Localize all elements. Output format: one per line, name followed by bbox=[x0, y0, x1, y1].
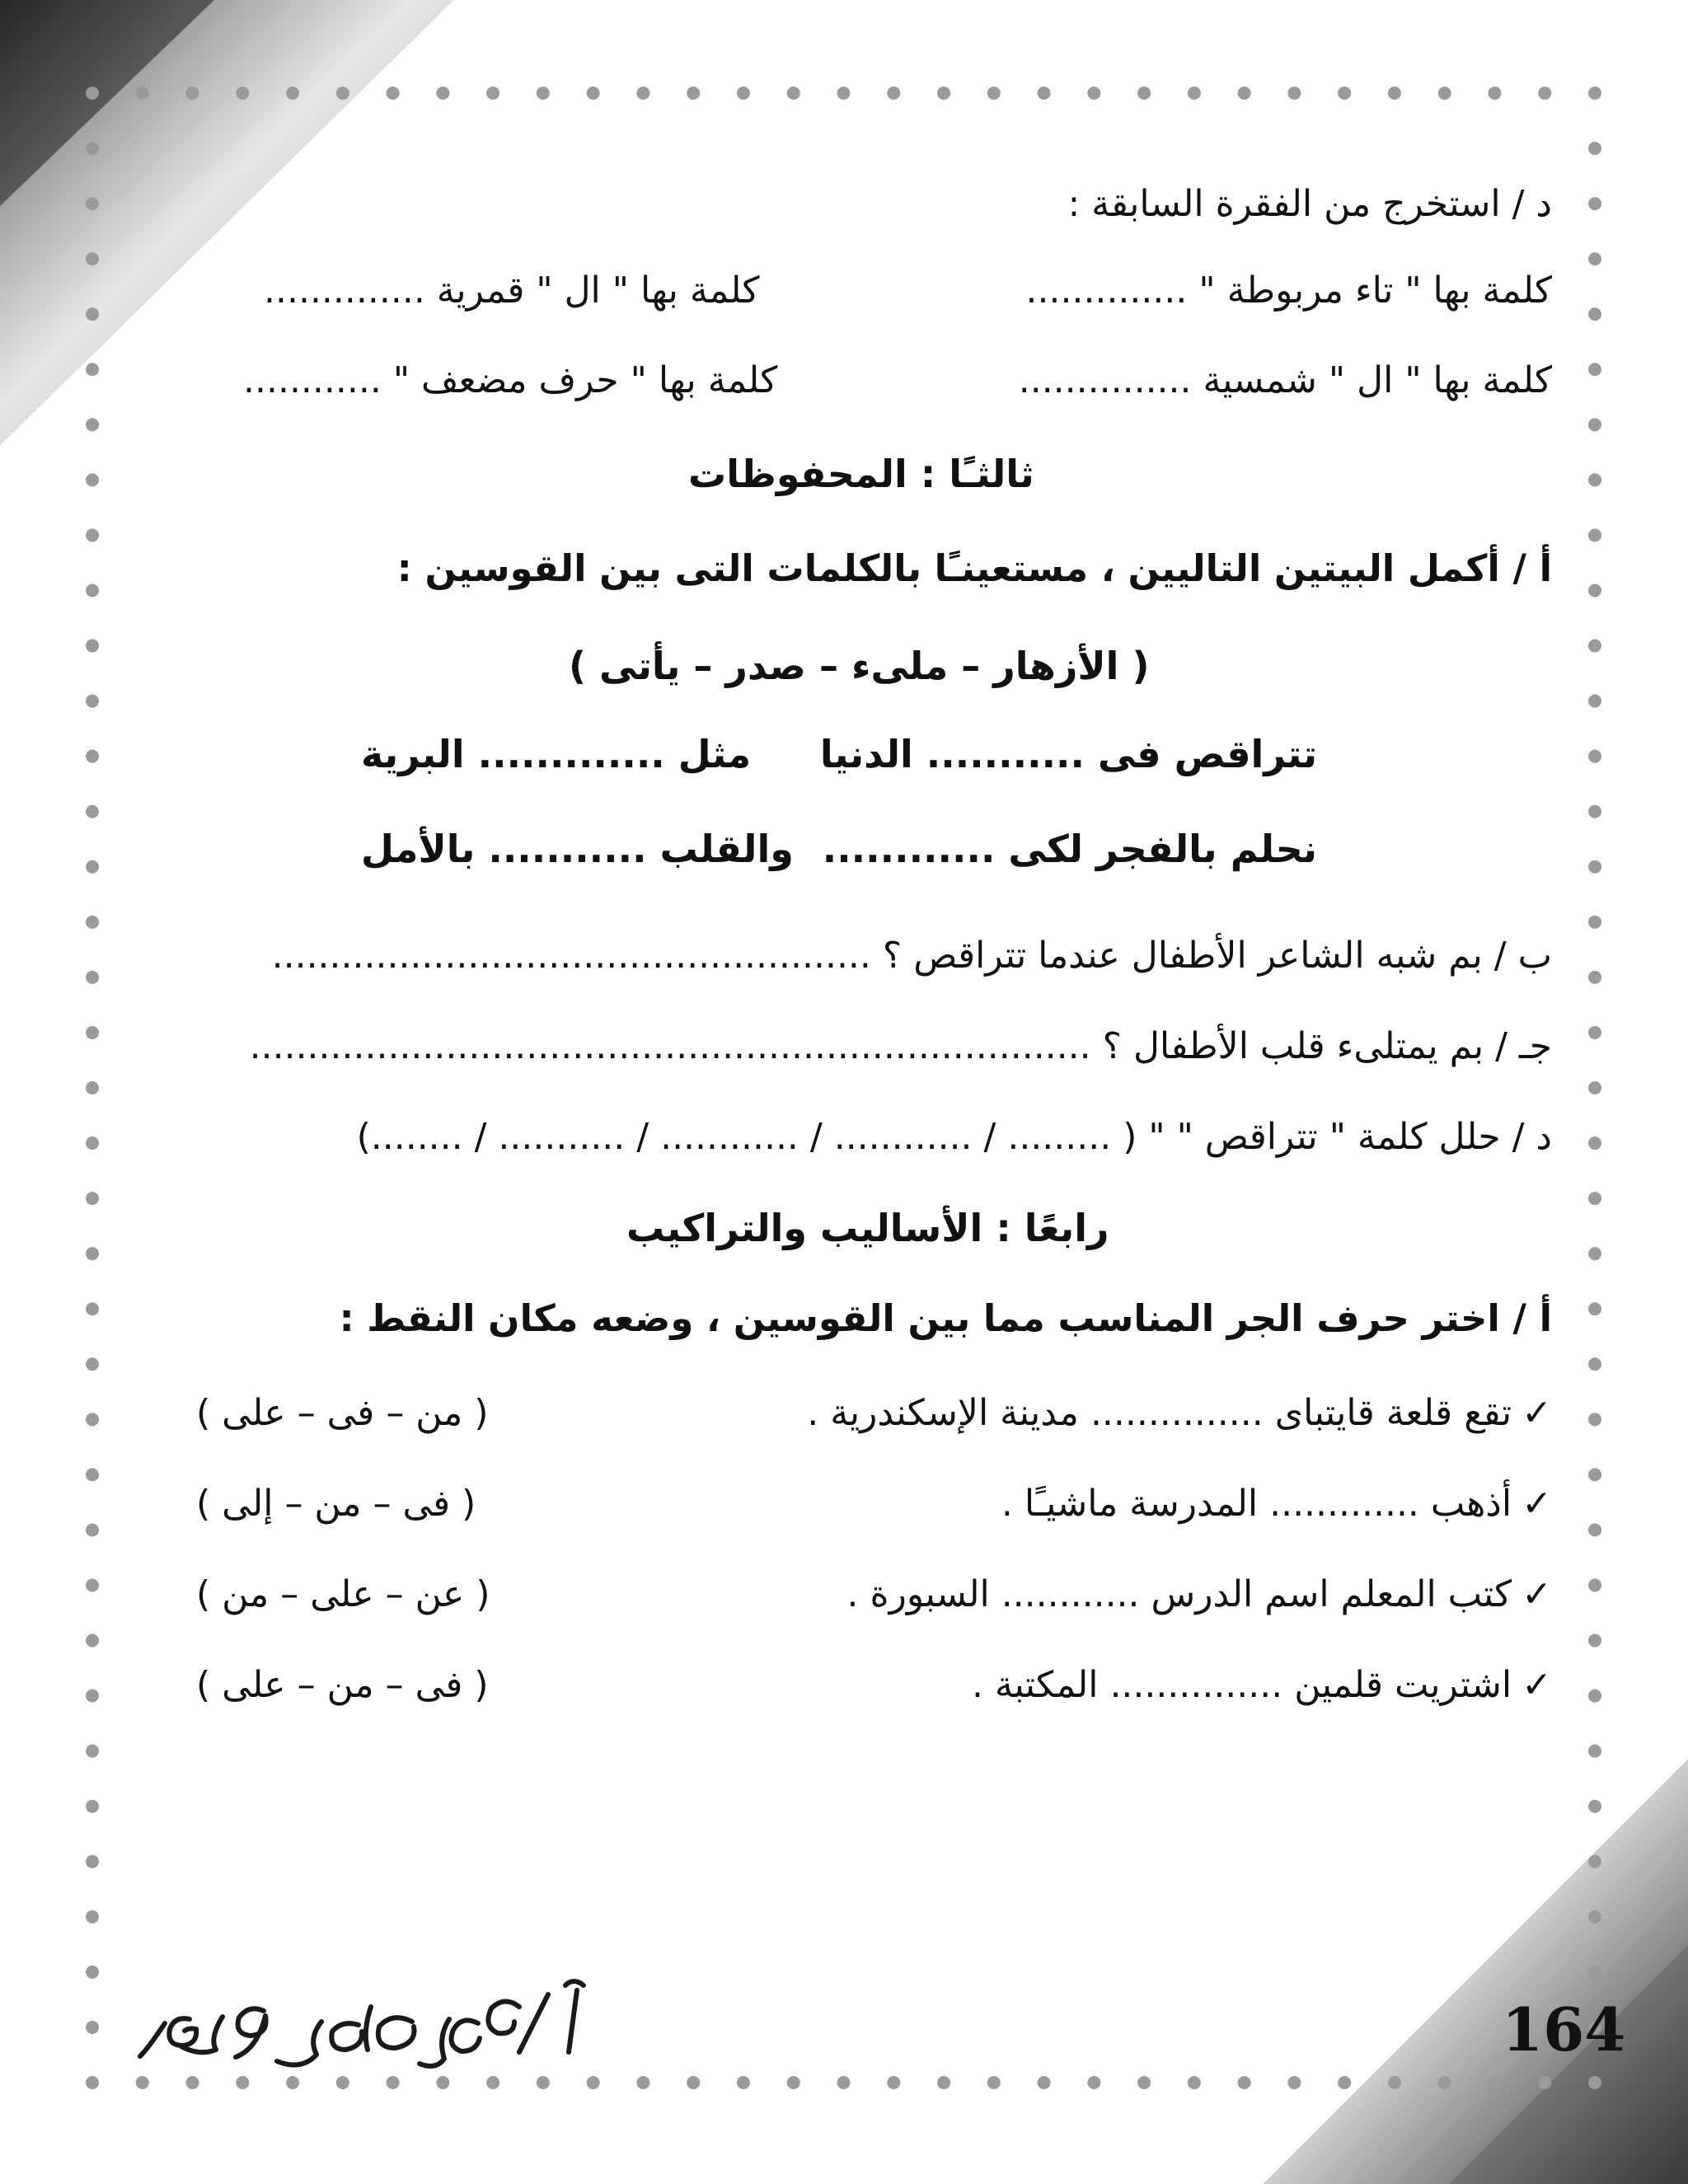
border-dot bbox=[86, 473, 99, 486]
border-dot bbox=[1588, 363, 1601, 376]
border-dot bbox=[1588, 142, 1601, 155]
border-dot bbox=[86, 1579, 99, 1592]
border-dot bbox=[1588, 1523, 1601, 1536]
border-dot bbox=[86, 805, 99, 818]
border-dot bbox=[86, 307, 99, 321]
border-dot bbox=[1338, 2076, 1351, 2089]
border-dot bbox=[1488, 87, 1501, 100]
border-dot bbox=[86, 860, 99, 874]
choice-sentence-text: كتب المعلم اسم الدرس ............ السبورة . bbox=[846, 1573, 1512, 1615]
border-dot bbox=[286, 2076, 299, 2089]
border-dot bbox=[1038, 2076, 1051, 2089]
border-dot bbox=[1588, 473, 1601, 486]
border-dot bbox=[86, 1634, 99, 1647]
extract-row2-shadda: كلمة بها " حرف مضعف " ............ bbox=[243, 359, 778, 401]
border-dot bbox=[587, 2076, 600, 2089]
border-dot bbox=[1588, 1690, 1601, 1703]
border-dot bbox=[1588, 805, 1601, 818]
border-dot bbox=[236, 87, 249, 100]
verse-1-second-half: مثل ............. البرية bbox=[361, 732, 752, 776]
choice-sentence bbox=[847, 1570, 1552, 1619]
border-dot bbox=[787, 87, 800, 100]
border-dot bbox=[1588, 971, 1601, 984]
border-dot bbox=[1087, 2076, 1100, 2089]
choice-options: ( عن – على – من ) bbox=[196, 1573, 490, 1615]
border-dot bbox=[1438, 2076, 1451, 2089]
border-dot bbox=[987, 2076, 1001, 2089]
border-dot bbox=[1588, 528, 1601, 541]
border-dot bbox=[186, 2076, 199, 2089]
border-dot bbox=[186, 87, 199, 100]
border-dot bbox=[86, 528, 99, 541]
border-dot bbox=[86, 1745, 99, 1758]
border-dot bbox=[537, 87, 550, 100]
border-dot bbox=[937, 87, 950, 100]
border-dot bbox=[737, 2076, 750, 2089]
border-dot bbox=[1388, 2076, 1401, 2089]
border-dot bbox=[636, 2076, 649, 2089]
border-dot bbox=[86, 1247, 99, 1260]
border-dot bbox=[787, 2076, 800, 2089]
border-dot bbox=[86, 1966, 99, 1979]
border-dot bbox=[1438, 87, 1451, 100]
border-dot bbox=[86, 971, 99, 984]
border-dot bbox=[286, 87, 299, 100]
word-bank: ( الأزهار – ملىء – صدر – يأتى ) bbox=[569, 644, 1150, 688]
border-dot bbox=[1588, 1413, 1601, 1426]
border-dot bbox=[86, 197, 99, 210]
border-dot bbox=[486, 2076, 499, 2089]
heading-styles-structures: رابعًا : الأساليب والتراكيب bbox=[626, 1206, 1109, 1250]
border-dot bbox=[1588, 584, 1601, 598]
verse-1-first-half: تتراقص فى ........... الدنيا bbox=[819, 732, 1317, 776]
border-dot bbox=[1038, 87, 1051, 100]
border-dot bbox=[1238, 2076, 1251, 2089]
border-dot bbox=[86, 1523, 99, 1536]
border-dot bbox=[1588, 1192, 1601, 1205]
choice-sentence-text: اشتريت قلمين ............... المكتبة . bbox=[971, 1664, 1512, 1706]
border-dot bbox=[1488, 2076, 1501, 2089]
checkmark-icon: ✓ bbox=[1522, 1664, 1552, 1706]
choice-sentence bbox=[972, 1661, 1552, 1710]
border-dot bbox=[86, 1026, 99, 1039]
border-dot bbox=[1588, 750, 1601, 763]
border-dot bbox=[86, 584, 99, 598]
border-dot bbox=[1538, 87, 1551, 100]
border-dot bbox=[1588, 1137, 1601, 1150]
border-dot bbox=[937, 2076, 950, 2089]
page-number: 164 bbox=[1502, 1994, 1626, 2064]
question-b: ب / بم شبه الشاعر الأطفال عندما تتراقص ؟ .................................................... bbox=[271, 935, 1552, 977]
border-dot bbox=[1588, 1966, 1601, 1979]
border-dot bbox=[1588, 252, 1601, 265]
border-dot bbox=[86, 418, 99, 431]
border-dot bbox=[1338, 87, 1351, 100]
border-dot bbox=[1588, 418, 1601, 431]
border-dot bbox=[86, 1192, 99, 1205]
border-dot bbox=[1588, 1634, 1601, 1647]
border-dot bbox=[687, 87, 700, 100]
signature bbox=[132, 1974, 593, 2073]
border-dot bbox=[887, 87, 900, 100]
border-dot bbox=[1538, 2076, 1551, 2089]
choice-options: ( فى – من – إلى ) bbox=[196, 1483, 476, 1525]
border-dot bbox=[1588, 1081, 1601, 1094]
border-dot bbox=[86, 1690, 99, 1703]
choice-sentence-text: أذهب ............. المدرسة ماشيـًا . bbox=[1001, 1483, 1512, 1525]
border-dot bbox=[987, 87, 1001, 100]
border-dot bbox=[236, 2076, 249, 2089]
border-dot bbox=[86, 1855, 99, 1868]
border-dot bbox=[86, 1357, 99, 1371]
border-dot bbox=[136, 2076, 149, 2089]
border-dot bbox=[436, 87, 449, 100]
border-dot bbox=[1588, 1247, 1601, 1260]
border-dot bbox=[1188, 87, 1201, 100]
border-dot bbox=[837, 2076, 851, 2089]
question-choose-preposition: أ / اختر حرف الجر المناسب مما بين القوسين ، وضعه مكان النقط : bbox=[339, 1296, 1552, 1340]
border-dot bbox=[687, 2076, 700, 2089]
checkmark-icon: ✓ bbox=[1522, 1573, 1552, 1615]
border-dot bbox=[1188, 2076, 1201, 2089]
border-dot bbox=[1588, 1800, 1601, 1813]
choice-sentence-text: تقع قلعة قايتباى ............... مدينة الإسكندرية . bbox=[807, 1392, 1512, 1434]
border-dot bbox=[1588, 1302, 1601, 1315]
extract-row1-al-qamariya: كلمة بها " ال " قمرية .............. bbox=[264, 269, 760, 312]
border-dot bbox=[86, 252, 99, 265]
choice-sentence bbox=[1001, 1479, 1552, 1529]
border-dot bbox=[1287, 87, 1301, 100]
border-dot bbox=[1388, 87, 1401, 100]
extract-row2-al-shamsiya: كلمة بها " ال " شمسية ............... bbox=[1018, 359, 1552, 401]
border-dot bbox=[387, 2076, 400, 2089]
border-dot bbox=[636, 87, 649, 100]
border-dot bbox=[136, 87, 149, 100]
border-dot bbox=[1588, 1910, 1601, 1924]
border-dot bbox=[86, 1468, 99, 1481]
question-complete-verses: أ / أكمل البيتين التاليين ، مستعينـًا بالكلمات التى بين القوسين : bbox=[396, 546, 1552, 590]
choice-sentence bbox=[807, 1389, 1552, 1438]
checkmark-icon: ✓ bbox=[1522, 1392, 1552, 1434]
choice-options: ( من – فى – على ) bbox=[196, 1392, 489, 1434]
border-dot bbox=[86, 640, 99, 653]
verse-2-second-half: والقلب ........... بالأمل bbox=[361, 827, 794, 871]
border-dot bbox=[86, 363, 99, 376]
border-dot bbox=[436, 2076, 449, 2089]
border-dot bbox=[1588, 1855, 1601, 1868]
question-c: جـ / بم يمتلىء قلب الأطفال ؟ ......................................................................... bbox=[249, 1025, 1552, 1067]
border-dot bbox=[86, 87, 99, 100]
border-dot bbox=[336, 2076, 349, 2089]
border-dot bbox=[86, 2076, 99, 2089]
border-dot bbox=[86, 916, 99, 929]
border-dot bbox=[86, 1413, 99, 1426]
border-dot bbox=[1588, 307, 1601, 321]
border-dot bbox=[1588, 1579, 1601, 1592]
border-dot bbox=[1238, 87, 1251, 100]
border-dot bbox=[86, 2021, 99, 2034]
border-dot bbox=[1588, 1357, 1601, 1371]
border-dot bbox=[86, 1081, 99, 1094]
border-dot bbox=[336, 87, 349, 100]
border-dot bbox=[887, 2076, 900, 2089]
border-dot bbox=[1588, 1745, 1601, 1758]
section-d-title: د / استخرج من الفقرة السابقة : bbox=[1067, 183, 1552, 225]
border-dot bbox=[1287, 2076, 1301, 2089]
border-dot bbox=[86, 1800, 99, 1813]
heading-memorization: ثالثـًا : المحفوظات bbox=[688, 452, 1034, 496]
border-dot bbox=[1588, 860, 1601, 874]
border-dot bbox=[1588, 2076, 1601, 2089]
border-dot bbox=[1087, 87, 1100, 100]
border-dot bbox=[86, 1302, 99, 1315]
border-dot bbox=[387, 87, 400, 100]
border-dot bbox=[1588, 640, 1601, 653]
border-dot bbox=[86, 1137, 99, 1150]
border-dot bbox=[1137, 87, 1151, 100]
border-dot bbox=[486, 87, 499, 100]
border-dot bbox=[737, 87, 750, 100]
border-dot bbox=[86, 750, 99, 763]
border-dot bbox=[86, 695, 99, 708]
border-dot bbox=[1588, 1026, 1601, 1039]
border-dot bbox=[1588, 695, 1601, 708]
border-dot bbox=[537, 2076, 550, 2089]
border-dot bbox=[1137, 2076, 1151, 2089]
extract-row1-taa-marbuta: كلمة بها " تاء مربوطة " .............. bbox=[1025, 269, 1552, 312]
border-dot bbox=[86, 142, 99, 155]
question-d-analysis: د / حلل كلمة " تتراقص " " ( ......... / ............ / ............ / ........... / ........) bbox=[356, 1116, 1552, 1158]
border-dot bbox=[837, 87, 851, 100]
border-dot bbox=[86, 1910, 99, 1924]
choice-options: ( فى – من – على ) bbox=[196, 1664, 489, 1706]
verse-2-first-half: نحلم بالفجر لكى ............ bbox=[822, 827, 1317, 871]
border-dot bbox=[1588, 197, 1601, 210]
border-dot bbox=[1588, 87, 1601, 100]
checkmark-icon: ✓ bbox=[1522, 1483, 1552, 1525]
border-dot bbox=[1588, 916, 1601, 929]
border-dot bbox=[587, 87, 600, 100]
border-dot bbox=[1588, 1468, 1601, 1481]
